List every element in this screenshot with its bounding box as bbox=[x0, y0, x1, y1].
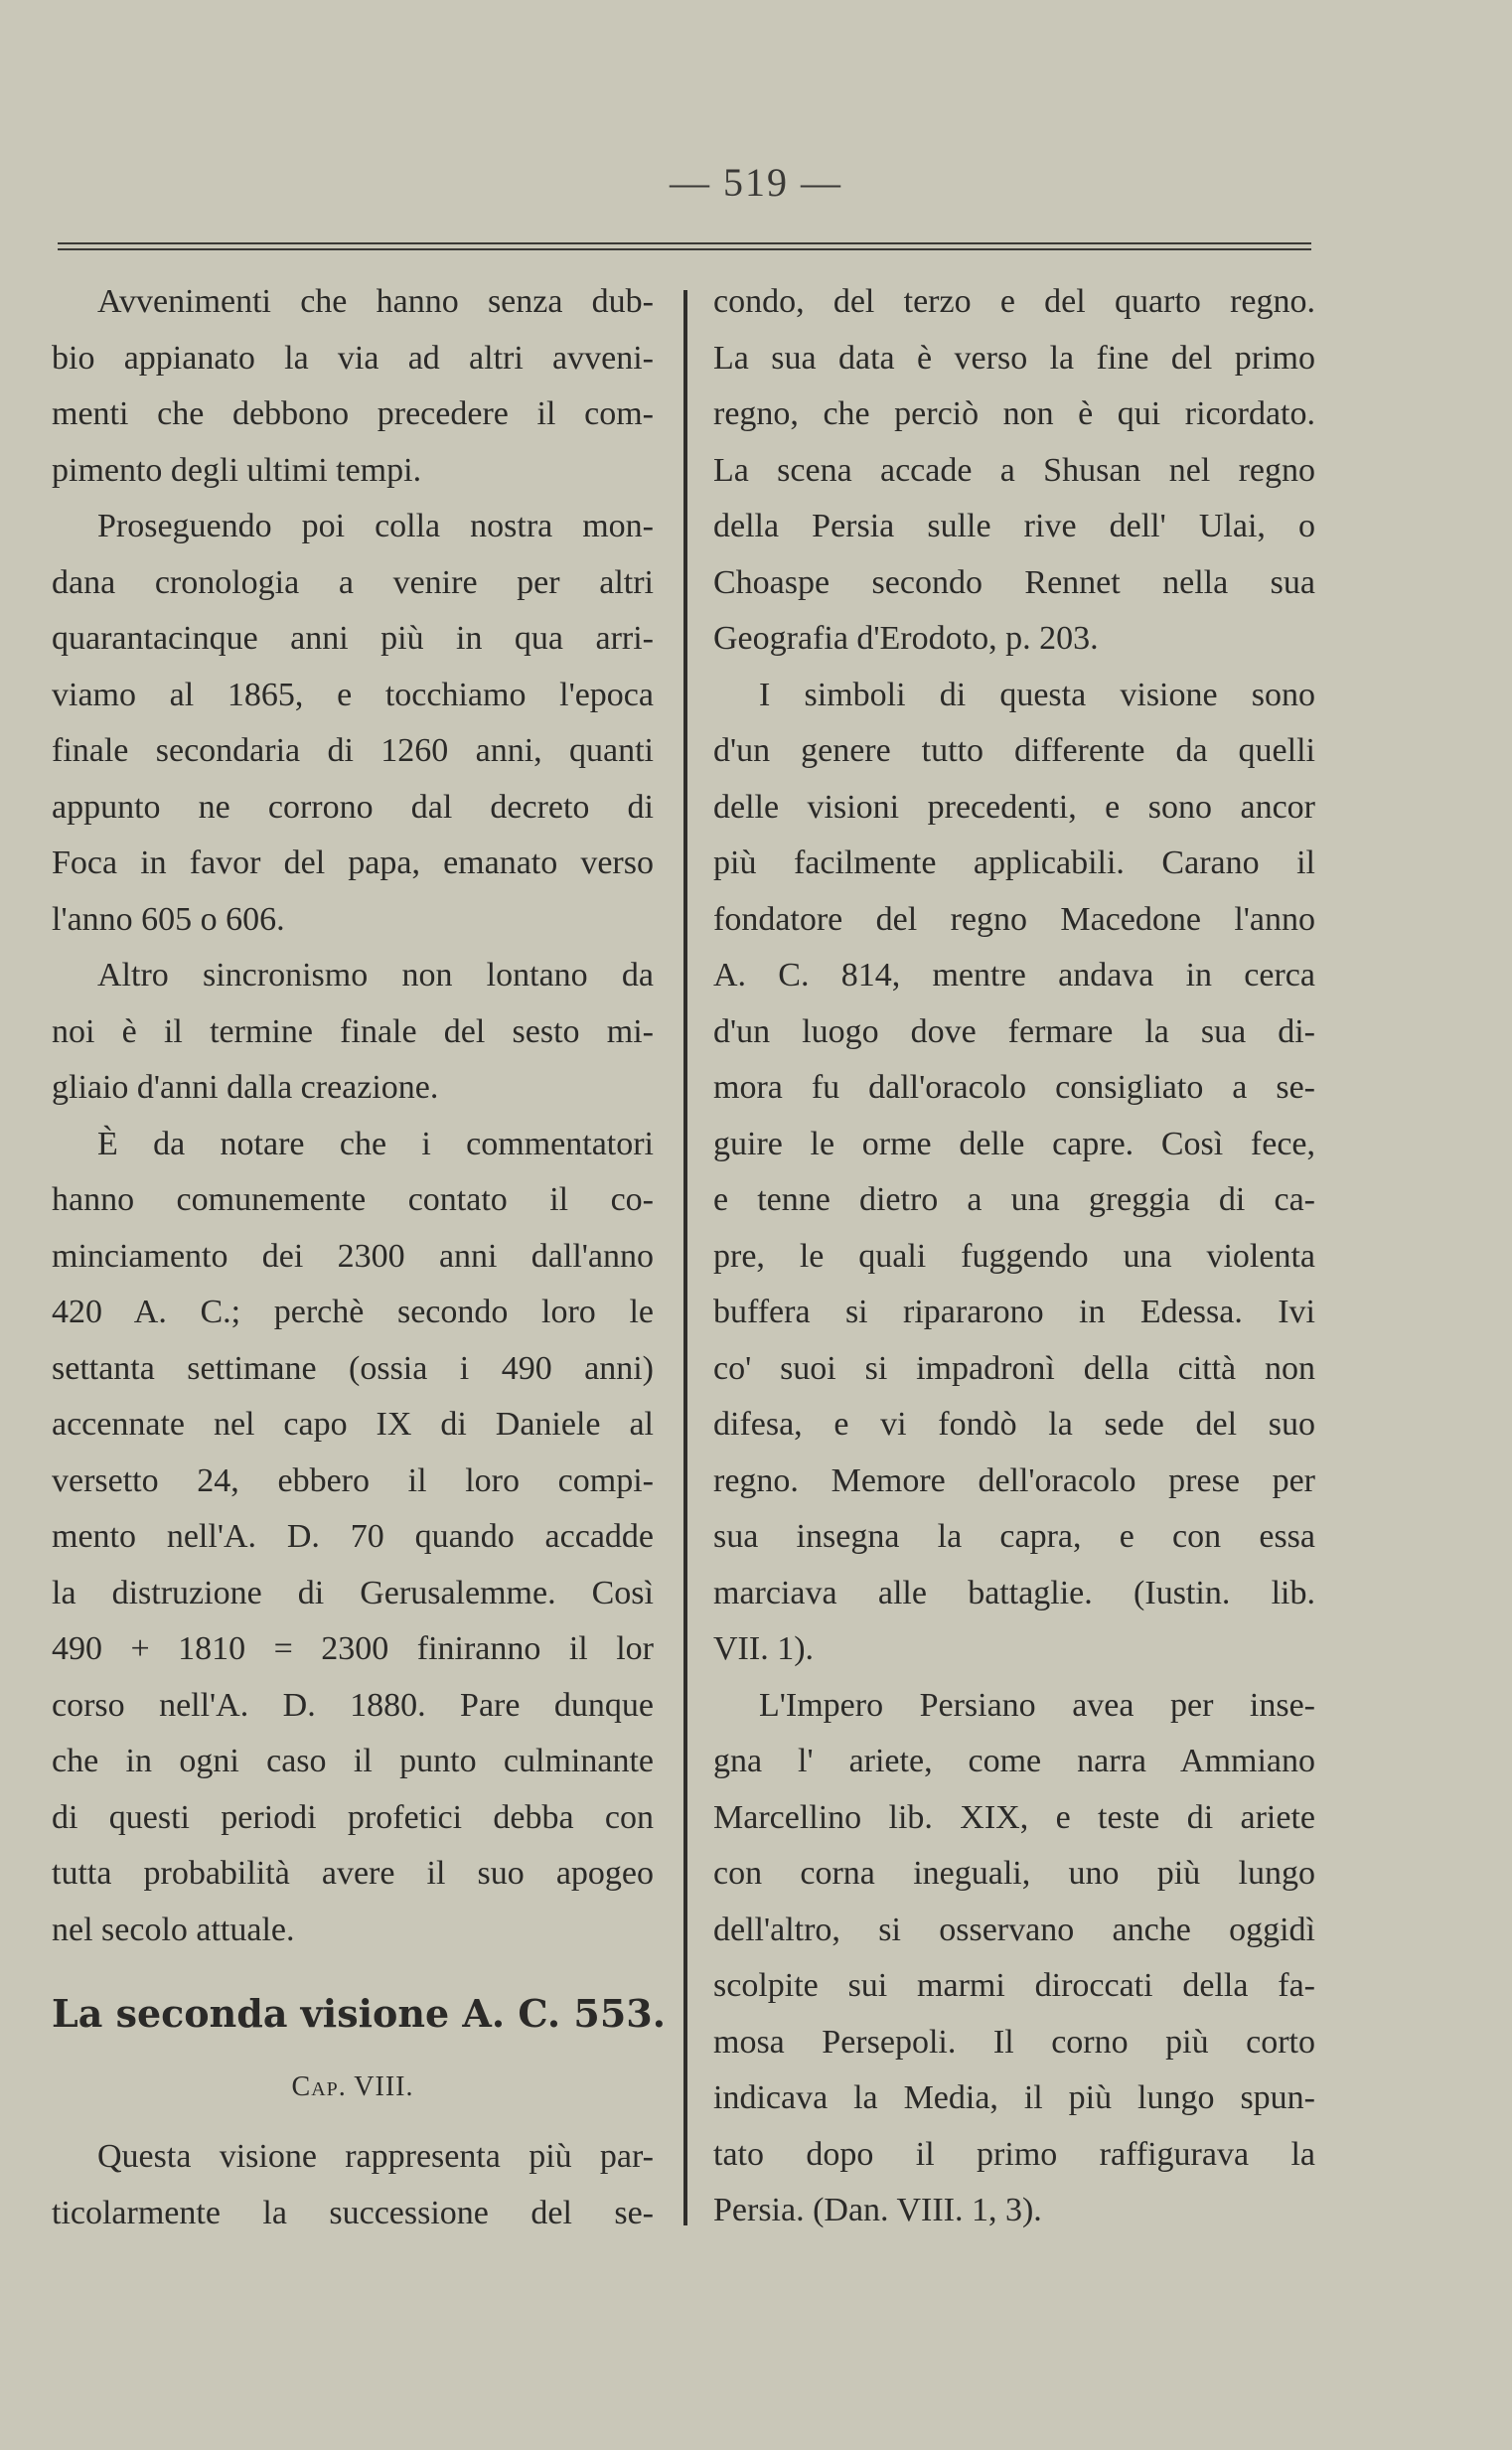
header-rule bbox=[58, 242, 1311, 250]
text-line: buffera si ripararono in Edessa. Ivi bbox=[713, 1294, 1315, 1330]
chapter-heading: Cap. VIII. bbox=[291, 2071, 414, 2102]
text-line: Proseguendo poi colla nostra mon- bbox=[97, 508, 654, 544]
paragraph bbox=[713, 668, 1315, 1678]
text-line: nel secolo attuale. bbox=[52, 1911, 295, 1948]
text-line: I simboli di questa visione sono bbox=[759, 676, 1315, 713]
text-line: tato dopo il primo raffigurava la bbox=[713, 2135, 1315, 2173]
text-line: gliaio d'anni dalla creazione. bbox=[52, 1069, 439, 1106]
text-line: ticolarmente la successione del se- bbox=[52, 2194, 654, 2231]
text-line: condo, del terzo e del quarto regno. bbox=[713, 283, 1315, 320]
text-line: regno. Memore dell'oracolo prese per bbox=[713, 1461, 1315, 1499]
text-line: 490 + 1810 = 2300 finiranno il lor bbox=[52, 1630, 654, 1667]
text-line: 420 A. C.; perchè secondo loro le bbox=[52, 1294, 654, 1330]
text-line: menti che debbono precedere il com- bbox=[52, 395, 654, 432]
text-line: Foca in favor del papa, emanato verso bbox=[52, 844, 654, 881]
text-line: fondatore del regno Macedone l'anno bbox=[713, 900, 1315, 938]
text-line: più facilmente applicabili. Carano il bbox=[713, 844, 1315, 881]
text-line: difesa, e vi fondò la sede del suo bbox=[713, 1406, 1315, 1443]
text-line: la distruzione di Gerusalemme. Così bbox=[52, 1574, 654, 1611]
text-line: della Persia sulle rive dell' Ulai, o bbox=[713, 508, 1315, 544]
paragraph bbox=[713, 274, 1315, 668]
right-column bbox=[713, 274, 1315, 2239]
paragraph bbox=[52, 1117, 654, 1959]
text-line: che in ogni caso il punto culminante bbox=[52, 1743, 654, 1779]
text-line: Questa visione rappresenta più par- bbox=[97, 2138, 654, 2175]
text-line: gna l' ariete, come narra Ammiano bbox=[713, 1743, 1315, 1779]
text-line: Marcellino lib. XIX, e teste di ariete bbox=[713, 1798, 1315, 1836]
text-line: versetto 24, ebbero il loro compi- bbox=[52, 1461, 654, 1499]
text-line: A. C. 814, mentre andava in cerca bbox=[713, 957, 1315, 994]
text-line: d'un luogo dove fermare la sua di- bbox=[713, 1012, 1315, 1050]
text-line: regno, che perciò non è qui ricordato. bbox=[713, 395, 1315, 432]
text-line: bio appianato la via ad altri avveni- bbox=[52, 339, 654, 377]
section-heading: La seconda visione A. C. 553. bbox=[52, 1991, 666, 2036]
text-line: d'un genere tutto differente da quelli bbox=[713, 732, 1315, 769]
column-divider bbox=[683, 290, 687, 2225]
text-line: Altro sincronismo non lontano da bbox=[97, 957, 654, 994]
text-line: finale secondaria di 1260 anni, quanti bbox=[52, 732, 654, 769]
text-line: La scena accade a Shusan nel regno bbox=[713, 451, 1315, 489]
text-line: viamo al 1865, e tocchiamo l'epoca bbox=[52, 676, 654, 713]
text-line: noi è il termine finale del sesto mi- bbox=[52, 1012, 654, 1050]
text-line: appunto ne corrono dal decreto di bbox=[52, 788, 654, 826]
text-line: Persia. (Dan. VIII. 1, 3). bbox=[713, 2192, 1042, 2228]
text-line: La sua data è verso la fine del primo bbox=[713, 339, 1315, 377]
paragraph bbox=[52, 499, 654, 948]
text-line: scolpite sui marmi diroccati della fa- bbox=[713, 1967, 1315, 2004]
text-line: dana cronologia a venire per altri bbox=[52, 563, 654, 601]
text-line: con corna ineguali, uno più lungo bbox=[713, 1855, 1315, 1892]
left-column bbox=[52, 274, 666, 2241]
paragraph bbox=[52, 948, 654, 1117]
text-line: indicava la Media, il più lungo spun- bbox=[713, 2079, 1315, 2116]
text-line: co' suoi si impadronì della città non bbox=[713, 1349, 1315, 1387]
text-line: L'Impero Persiano avea per inse- bbox=[759, 1686, 1315, 1724]
text-line: e tenne dietro a una greggia di ca- bbox=[713, 1181, 1315, 1218]
text-line: delle visioni precedenti, e sono ancor bbox=[713, 788, 1315, 826]
text-line: sua insegna la capra, e con essa bbox=[713, 1518, 1315, 1555]
text-line: corso nell'A. D. 1880. Pare dunque bbox=[52, 1686, 654, 1724]
text-line: VII. 1). bbox=[713, 1630, 815, 1667]
text-line: guire le orme delle capre. Così fece, bbox=[713, 1125, 1315, 1162]
paragraph bbox=[52, 2129, 654, 2241]
text-line: pimento degli ultimi tempi. bbox=[52, 451, 422, 489]
text-line: Avvenimenti che hanno senza dub- bbox=[97, 283, 654, 320]
text-line: mento nell'A. D. 70 quando accadde bbox=[52, 1518, 654, 1555]
text-line: settanta settimane (ossia i 490 anni) bbox=[52, 1349, 654, 1387]
text-line: pre, le quali fuggendo una violenta bbox=[713, 1237, 1315, 1275]
text-line: marciava alle battaglie. (Iustin. lib. bbox=[713, 1574, 1315, 1611]
text-line: Geografia d'Erodoto, p. 203. bbox=[713, 620, 1099, 657]
paragraph bbox=[713, 1678, 1315, 2239]
text-line: tutta probabilità avere il suo apogeo bbox=[52, 1855, 654, 1892]
text-line: È da notare che i commentatori bbox=[97, 1125, 654, 1162]
text-line: mora fu dall'oracolo consigliato a se- bbox=[713, 1069, 1315, 1106]
text-line: Choaspe secondo Rennet nella sua bbox=[713, 563, 1315, 601]
text-line: di questi periodi profetici debba con bbox=[52, 1798, 654, 1836]
text-line: minciamento dei 2300 anni dall'anno bbox=[52, 1237, 654, 1275]
text-line: mosa Persepoli. Il corno più corto bbox=[713, 2023, 1315, 2061]
text-line: accennate nel capo IX di Daniele al bbox=[52, 1406, 654, 1443]
text-line: quarantacinque anni più in qua arri- bbox=[52, 620, 654, 657]
paragraph bbox=[52, 274, 654, 499]
page-number: — 519 — bbox=[670, 160, 842, 205]
text-line: l'anno 605 o 606. bbox=[52, 900, 285, 938]
text-line: hanno comunemente contato il co- bbox=[52, 1181, 654, 1218]
text-line: dell'altro, si osservano anche oggidì bbox=[713, 1911, 1315, 1948]
